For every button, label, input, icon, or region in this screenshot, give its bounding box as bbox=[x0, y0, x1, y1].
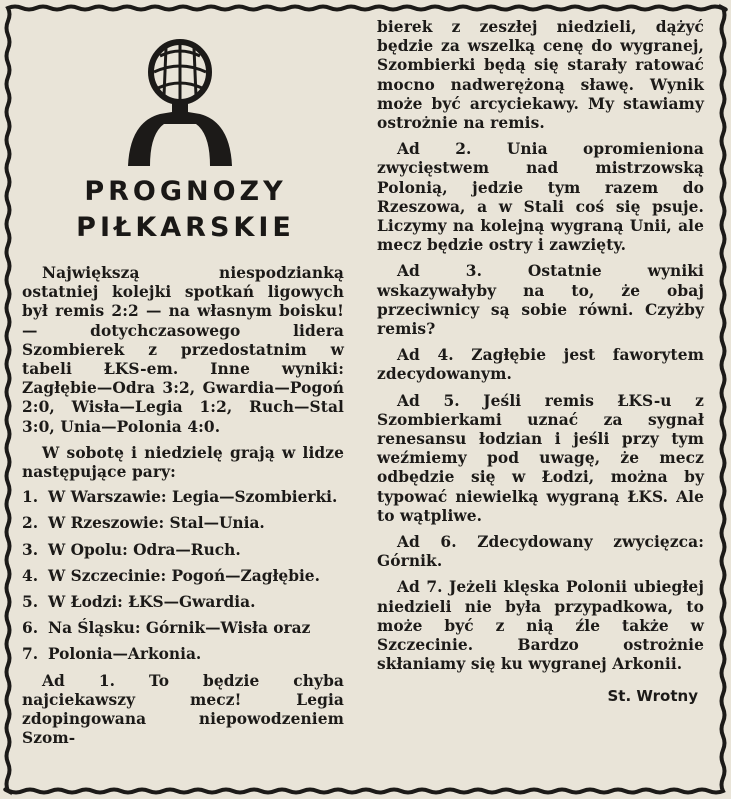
ad1-paragraph-continued: bierek z zeszłej niedzieli, dążyć będzie za wszelką cenę do wygranej, Szombierki będą się starały ratować mocno nadwerężoną sławę. Wynik może być arcyciekawy. My stawiamy ostrożnie na remis. bbox=[377, 18, 704, 133]
right-column bbox=[377, 18, 704, 705]
footballer-illustration bbox=[120, 38, 240, 166]
fixtures-intro: W sobotę i niedzielę grają w lidze następujące pary: bbox=[22, 443, 344, 482]
list-item: 2. W Rzeszowie: Stal—Unia. bbox=[22, 514, 265, 533]
ad2-paragraph: Ad 2. Unia opromieniona zwycięstwem nad mistrzowską Polonią, jedzie tym razem do Rzeszowa, a w Stali coś się psuje. Liczymy na kolejną wygraną Unii, ale mecz będzie ostry i zawzięty. bbox=[377, 140, 704, 255]
ad1-paragraph-start: Ad 1. To będzie chyba najciekawszy mecz! Legia zdopingowana niepowodzeniem Szom- bbox=[22, 671, 344, 748]
fixtures-list bbox=[22, 488, 344, 664]
ad7-paragraph: Ad 7. Jeżeli klęska Polonii ubiegłej niedzieli nie była przypadkowa, to może być z nią źle także w Szczecinie. Bardzo ostrożnie skłaniamy się ku wygranej Arkonii. bbox=[377, 578, 704, 674]
list-item: 5. W Łodzi: ŁKS—Gwardia. bbox=[22, 593, 256, 612]
article-heading bbox=[58, 174, 313, 246]
ad6-paragraph: Ad 6. Zdecydowany zwycięzca: Górnik. bbox=[377, 533, 704, 571]
author-signature: St. Wrotny bbox=[607, 686, 698, 705]
ad3-paragraph: Ad 3. Ostatnie wyniki wskazywałyby na to, że obaj przeciwnicy są sobie równi. Czyżby remis? bbox=[377, 262, 704, 339]
list-item: 1. W Warszawie: Legia—Szombierki. bbox=[22, 488, 338, 507]
ad4-paragraph: Ad 4. Zagłębie jest faworytem zdecydowanym. bbox=[377, 346, 704, 384]
heading-line-1: PROGNOZY bbox=[84, 176, 287, 207]
list-item: 7. Polonia—Arkonia. bbox=[22, 645, 202, 664]
list-item: 4. W Szczecinie: Pogoń—Zagłębie. bbox=[22, 566, 320, 585]
intro-paragraph: Największą niespodzianką ostatniej kolejki spotkań ligowych był remis 2:2 — na własnym boisku! — dotychczasowego lidera Szombierek z przedostatnim w tabeli ŁKS-em. Inne wyniki: Zagłębie—Odra 3:2, Gwardia—Pogoń 2:0, Wisła—Legia 1:2, Ruch—Stal 3:0, Unia—Polonia 4:0. bbox=[22, 264, 344, 436]
ad5-paragraph: Ad 5. Jeśli remis ŁKS-u z Szombierkami uznać za sygnał renesansu łodzian i jeśli przy tym weźmiemy pod uwagę, że mecz odbędzie się w Łodzi, można by typować niewielką wygraną ŁKS. Ale to wątpliwe. bbox=[377, 391, 704, 525]
heading-line-2: PIŁKARSKIE bbox=[76, 212, 295, 243]
left-column bbox=[22, 264, 344, 748]
list-item: 3. W Opolu: Odra—Ruch. bbox=[22, 540, 241, 559]
list-item: 6. Na Śląsku: Górnik—Wisła oraz bbox=[22, 619, 311, 638]
